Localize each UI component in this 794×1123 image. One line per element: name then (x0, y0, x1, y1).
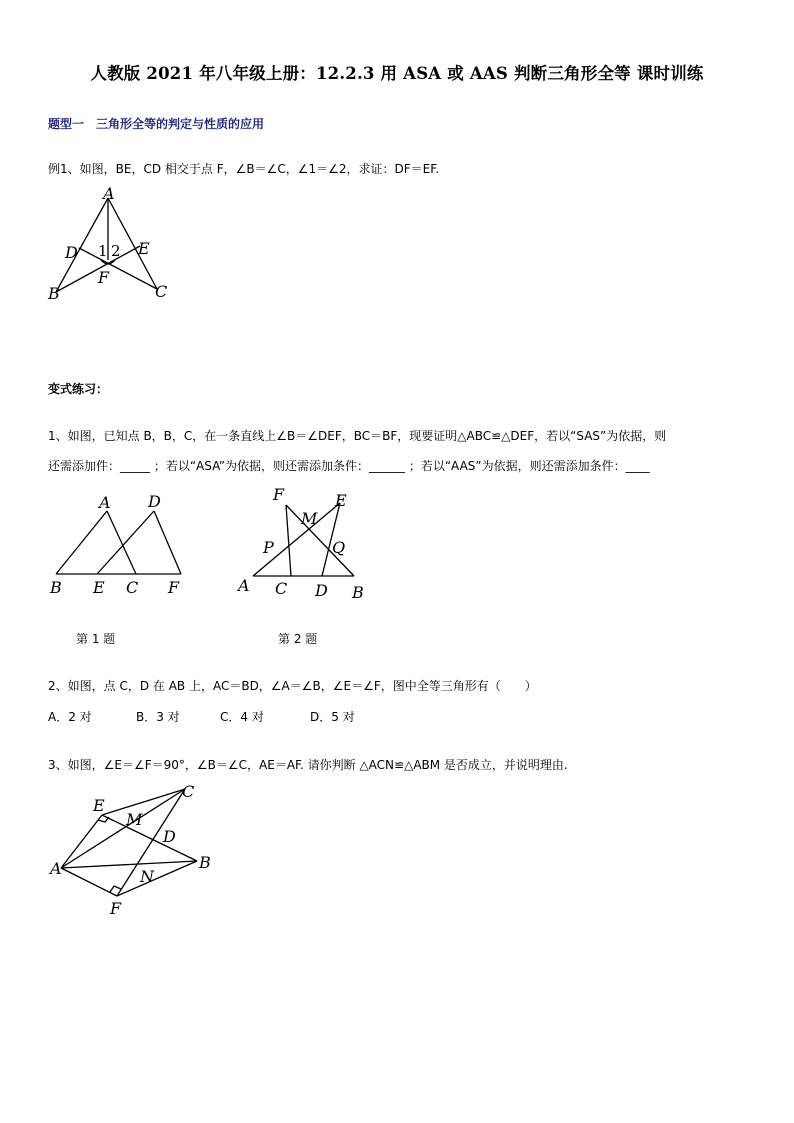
label-b: B (50, 578, 62, 597)
label-f: F (110, 899, 122, 918)
question-3-text: 3、如图，∠E＝∠F＝90°，∠B＝∠C，AE＝AF. 请你判断 △ACN≌△ABM 是否成立，并说明理由. (48, 758, 568, 772)
figure-example-1 (44, 186, 184, 308)
label-b: B (48, 284, 60, 303)
label-f: F (273, 485, 285, 504)
segment-ae (61, 815, 102, 868)
label-m: M (301, 509, 318, 528)
label-d: D (163, 827, 176, 846)
segment-eb (102, 815, 197, 861)
label-q: Q (332, 538, 346, 557)
label-e: E (335, 491, 347, 510)
segment-df (154, 511, 181, 574)
question-1-line-2: 还需添加件：_____ ；若以“ASA”为依据，则还需添加条件：______ ；若以“AAS”为依据，则还需添加条件：____ (48, 459, 650, 473)
label-e: E (93, 578, 105, 597)
caption-figure-2: 第 2 题 (278, 632, 318, 646)
segment-ed (97, 511, 154, 574)
label-c: C (126, 578, 139, 597)
question-2-option-d: D．5 对 (310, 710, 355, 724)
label-e: E (93, 796, 105, 815)
label-c: C (155, 282, 168, 301)
segment-fb (117, 861, 197, 896)
caption-figure-1: 第 1 题 (76, 632, 116, 646)
label-c: C (275, 579, 288, 598)
label-d: D (65, 243, 78, 262)
label-a: A (50, 859, 62, 878)
figure-question-1 (44, 488, 194, 600)
label-f: F (168, 578, 180, 597)
label-c: C (182, 782, 195, 801)
segment-ac (107, 511, 136, 574)
example-1-text: 例1、如图，BE，CD 相交于点 F，∠B＝∠C，∠1＝∠2，求证：DF＝EF. (48, 162, 440, 176)
label-e: E (138, 239, 150, 258)
question-2-option-a: A．2 对 (48, 710, 92, 724)
question-2-option-c: C．4 对 (220, 710, 264, 724)
segment-af (61, 868, 117, 896)
label-b: B (199, 853, 211, 872)
question-1-line-1: 1、如图，已知点 B，B，C，在一条直线上∠B＝∠DEF，BC＝BF，现要证明△ABC≌△DEF，若以“SAS”为依据，则 (48, 429, 667, 443)
label-a: A (103, 186, 115, 203)
segment-ab (61, 861, 197, 868)
figure-question-3 (44, 780, 219, 920)
label-p: P (263, 538, 274, 557)
label-f: F (98, 268, 110, 287)
label-angle-1: 1 (98, 242, 108, 260)
label-d: D (315, 581, 328, 600)
label-b: B (352, 583, 364, 602)
page-title: 人教版 2021 年八年级上册：12.2.3 用 ASA 或 AAS 判断三角形全等 课时训练 (90, 64, 704, 83)
segment-ec (102, 789, 185, 815)
label-d: D (148, 492, 161, 511)
figure-question-2 (232, 484, 377, 604)
question-2-option-b: B．3 对 (136, 710, 180, 724)
label-a: A (238, 576, 250, 595)
variant-practice-heading: 变式练习： (48, 382, 109, 396)
label-n: N (140, 867, 154, 886)
question-2-text: 2、如图，点 C，D 在 AB 上，AC＝BD，∠A＝∠B，∠E＝∠F，图中全等三角形有（ ） (48, 679, 537, 693)
label-a: A (99, 493, 111, 512)
segment-fc (286, 505, 291, 576)
label-angle-2: 2 (111, 242, 121, 260)
segment-ba (56, 511, 107, 574)
section-heading-type1: 题型一 三角形全等的判定与性质的应用 (48, 117, 265, 131)
label-m: M (126, 810, 143, 829)
